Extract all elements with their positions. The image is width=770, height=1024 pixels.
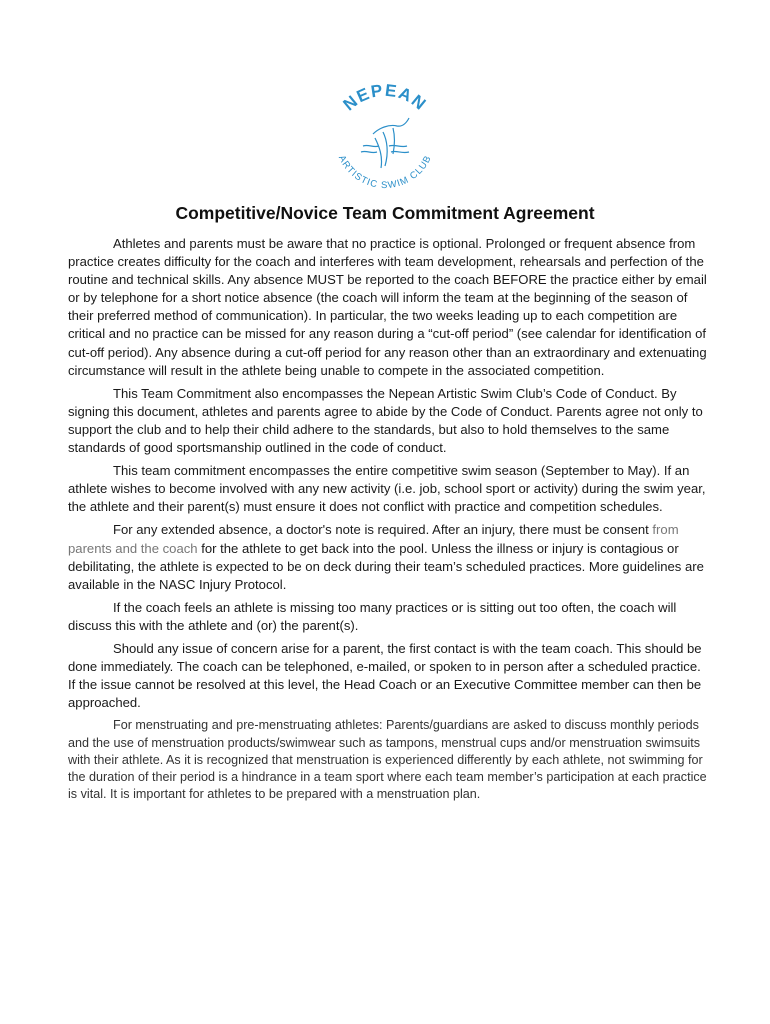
svg-text:NEPEAN — [340, 82, 431, 114]
logo-bottom-text: ARTISTIC SWIM CLUB — [335, 153, 435, 192]
injury-text-part-1: For any extended absence, a doctor's note is required. After an injury, there must be consent — [113, 522, 653, 538]
swimmer-icon — [361, 118, 409, 168]
paragraph-missing-practices: If the coach feels an athlete is missing too many practices or is sitting out too often, the coach will discuss this with the athlete and (or) the parent(s). — [68, 599, 677, 633]
injury-text-consent-highlight: from parents and the coach — [68, 522, 679, 556]
logo-top-text: NEPEAN — [339, 82, 431, 115]
document-body — [68, 235, 708, 808]
paragraph-concerns-contact: Should any issue of concern arise for a parent, the first contact is with the team coach. This should be done immediately. The coach can be telephoned, e-mailed, or spoken to in person after a scheduled practice. If the issue cannot be resolved at this level, the Head Coach or an Executive Committee member can then be approached. — [68, 640, 702, 711]
paragraph-menstruation-plan: For menstruating and pre-menstruating athletes: Parents/guardians are asked to discuss monthly periods and the use of menstruation products/swimwear such as tampons, menstrual cups and/or menstruation swimsuits with their athlete. As it is recognized that menstruation is experienced differently by each athlete, not swimming for the duration of their period is a hindrance in a team sport where each team member’s participation at each practice is vital. It is important for athletes to be prepared with a menstruation plan. — [68, 718, 707, 802]
svg-text:ARTISTIC SWIM CLUB — [336, 154, 434, 192]
paragraph-absence-policy: Athletes and parents must be aware that no practice is optional. Prolonged or frequent absence from practice creates difficulty for the coach and interferes with team development, rehearsals and perfection of the routine and technical skills. Any absence MUST be reported to the coach BEFORE the practice either by email or by telephone for a short notice absence (the coach will inform the team at the beginning of the season of their preferred method of communication). In particular, the two weeks leading up to each competition are critical and no practice can be missed for any reason during a “cut-off period” (see calendar for identification of cut-off period). Any absence during a cut-off period for any reason other than an extraordinary and extenuating circumstance will result in the athlete being unable to compete in the associated competition. — [68, 236, 707, 378]
club-logo-graphic — [323, 82, 447, 200]
paragraph-injury-policy — [68, 521, 708, 593]
injury-text-part-2: for the athlete to get back into the pool. Unless the illness or injury is contagious or debilitating, the athlete is expected to be on deck during their team’s scheduled practices. More guidelines are available in the NASC Injury Protocol. — [68, 540, 704, 592]
paragraph-code-of-conduct: This Team Commitment also encompasses the Nepean Artistic Swim Club’s Code of Conduct. By signing this document, athletes and parents agree to abide by the Code of Conduct. Parents agree not only to support the club and to help their child adhere to the standards, but also to hold themselves to the same standards of good sportsmanship outlined in the code of conduct. — [68, 385, 703, 456]
paragraph-season-commitment: This team commitment encompasses the entire competitive swim season (September to May). If an athlete wishes to become involved with any new activity (i.e. job, school sport or activity) during the swim year, the athlete and their parent(s) must ensure it does not conflict with practice and competition schedules. — [68, 463, 706, 515]
club-logo — [323, 82, 447, 200]
page-title: Competitive/Novice Team Commitment Agreement — [175, 203, 595, 223]
